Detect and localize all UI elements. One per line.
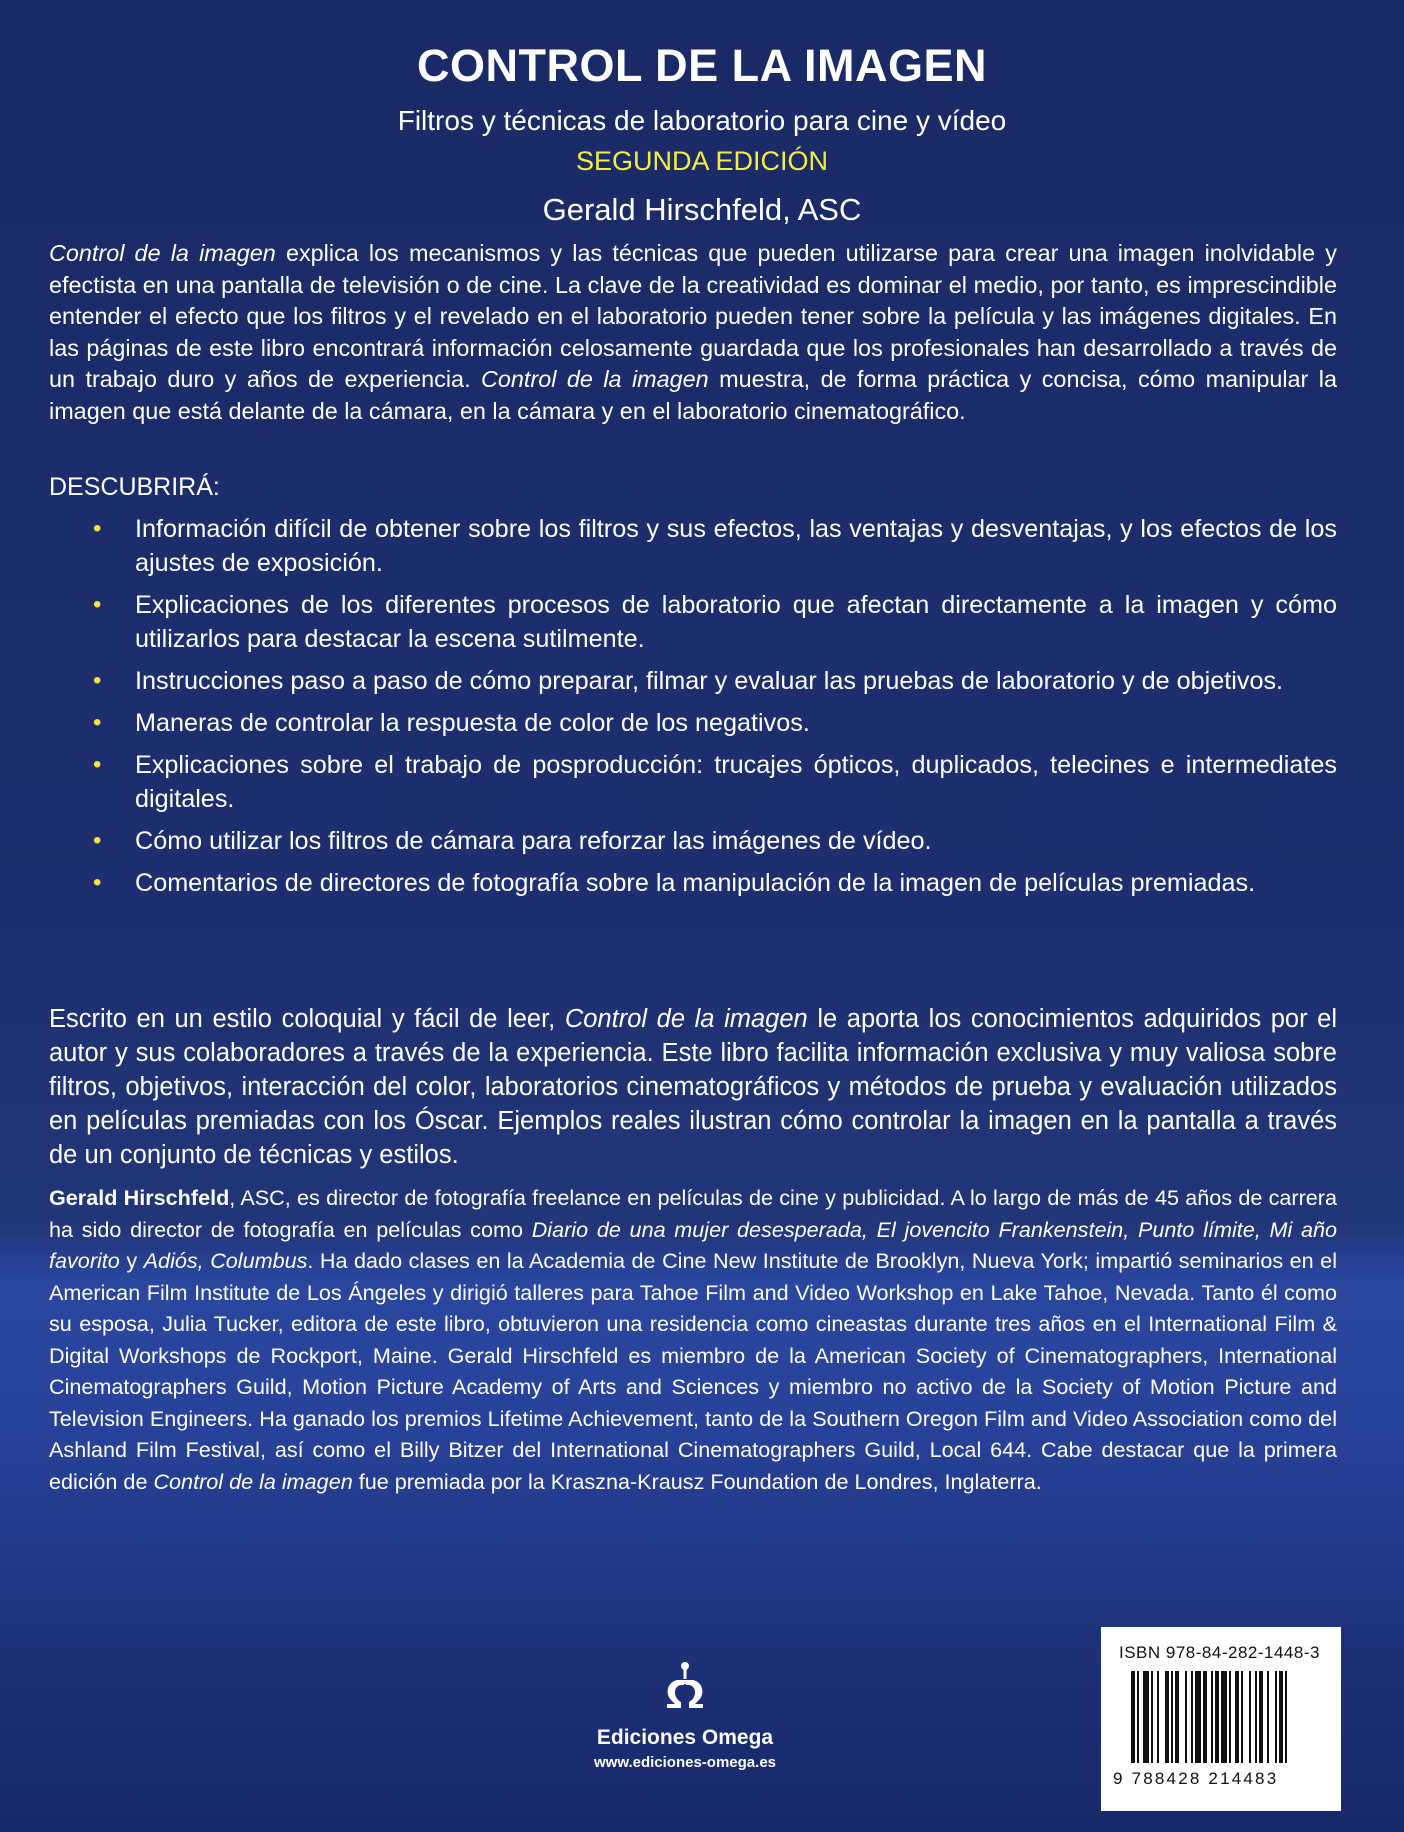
- list-item-text: Instrucciones paso a paso de cómo preparar, filmar y evaluar las pruebas de laboratorio y de objetivos.: [135, 667, 1284, 695]
- bullet-icon: •: [93, 751, 102, 778]
- publisher-url: www.ediciones-omega.es: [594, 1754, 776, 1771]
- intro-paragraph: [49, 238, 1337, 428]
- bio-text-3: fue premiada por la Kraszna-Krausz Foundation de Londres, Inglaterra.: [352, 1468, 1042, 1494]
- list-item-text: Explicaciones sobre el trabajo de posproducción: trucajes ópticos, duplicados, telecines e intermediates digitales.: [135, 751, 1337, 813]
- summary-paragraph: [49, 1002, 1337, 1172]
- omega-logo-icon: [655, 1660, 715, 1716]
- list-item: [49, 664, 1337, 698]
- isbn-label: ISBN 978-84-282-1448-3: [1119, 1643, 1320, 1662]
- book-title: CONTROL DE LA IMAGEN: [417, 40, 987, 91]
- publisher-name: Ediciones Omega: [596, 1726, 774, 1749]
- list-item: [49, 512, 1337, 580]
- intro-text-2: muestra, de forma práctica y concisa, cómo manipular la imagen que está delante de la cámara, en la cámara y en el laboratorio cinematográfico.: [49, 366, 1337, 424]
- barcode-box: [1101, 1627, 1341, 1811]
- edition-label: SEGUNDA EDICIÓN: [575, 146, 829, 176]
- barcode-icon: [1131, 1671, 1331, 1763]
- bio-book-title: Control de la imagen: [153, 1468, 353, 1494]
- intro-book-title-2: Control de la imagen: [481, 366, 709, 393]
- list-item: [49, 824, 1337, 858]
- summary-text-2: le aporta los conocimientos adquiridos por el autor y sus colaboradores a través de la experiencia. Este libro facilita información exclusiva y muy valiosa sobre filtros, objetivos, interacción del color, laboratorios cinematográficos y métodos de prueba y evaluación utilizados en películas premiadas con los Óscar. Ejemplos reales ilustran cómo controlar la imagen en la pantalla a través de un conjunto de técnicas y estilos.: [49, 1005, 1337, 1169]
- list-item-text: Comentarios de directores de fotografía sobre la manipulación de la imagen de películas premiadas.: [135, 869, 1256, 897]
- book-subtitle: Filtros y técnicas de laboratorio para cine y vídeo: [397, 105, 1007, 136]
- bio-film-last: Adiós, Columbus: [143, 1248, 308, 1273]
- header: [0, 28, 1404, 230]
- bio-author-name: Gerald Hirschfeld: [49, 1185, 230, 1210]
- bullet-icon: •: [93, 827, 102, 854]
- bullet-icon: •: [93, 591, 102, 618]
- intro-text-1: explica los mecanismos y las técnicas que pueden utilizarse para crear una imagen inolvidable y efectista en una pantalla de televisión o de cine. La clave de la creatividad es dominar el medio, por tanto, es imprescindible entender el efecto que los filtros y el revelado en el laboratorio pueden tener sobre la película y las imágenes digitales. En las páginas de este libro encontrará información celosamente guardada que los profesionales han desarrollado a través de un trabajo duro y años de experiencia.: [49, 240, 1337, 393]
- bullet-icon: •: [93, 709, 102, 736]
- summary-text-1: Escrito en un estilo coloquial y fácil de leer,: [49, 1005, 565, 1033]
- descubrira-heading: DESCUBRIRÁ:: [49, 473, 220, 501]
- feature-list: [49, 512, 1337, 908]
- publisher-block: [560, 1660, 810, 1771]
- bullet-icon: •: [93, 515, 102, 542]
- list-item: [49, 706, 1337, 740]
- list-item-text: Información difícil de obtener sobre los filtros y sus efectos, las ventajas y desventajas, y los efectos de los ajustes de exposición.: [135, 515, 1337, 577]
- list-item-text: Cómo utilizar los filtros de cámara para reforzar las imágenes de vídeo.: [135, 827, 932, 855]
- barcode-digits: 9 788428 214483: [1113, 1769, 1279, 1788]
- author-name: Gerald Hirschfeld, ASC: [542, 192, 862, 227]
- list-item: [49, 588, 1337, 656]
- bio-text-2: . Ha dado clases en la Academia de Cine New Institute de Brooklyn, Nueva York; impartió seminarios en el American Film Institute de Los Ángeles y dirigió talleres para Tahoe Film and Video Workshop en Lake Tahoe, Nevada. Tanto él como su esposa, Julia Tucker, editora de este libro, obtuvieron una residencia como cineastas durante tres años en el International Film & Digital Workshops de Rockport, Maine. Gerald Hirschfeld es miembro de la American Society of Cinematographers, International Cinematographers Guild, Motion Picture Academy of Arts and Sciences y miembro no activo de la Society of Motion Picture and Television Engineers. Ha ganado los premios Lifetime Achievement, tanto de la Southern Oregon Film and Video Association como del Ashland Film Festival, así como el Billy Bitzer del International Cinematographers Guild, Local 644. Cabe destacar que la primera edición de: [49, 1248, 1337, 1494]
- list-item-text: Explicaciones de los diferentes procesos de laboratorio que afectan directamente a la imagen y cómo utilizarlos para destacar la escena sutilmente.: [135, 591, 1337, 653]
- bullet-icon: •: [93, 869, 102, 896]
- intro-book-title: Control de la imagen: [49, 240, 276, 266]
- list-item: [49, 866, 1337, 900]
- bio-films: Diario de una mujer desesperada, El jovencito Frankenstein, Punto límite, Mi año favorito: [49, 1216, 1338, 1273]
- list-item-text: Maneras de controlar la respuesta de color de los negativos.: [135, 709, 810, 737]
- author-bio: [49, 1182, 1337, 1497]
- bullet-icon: •: [93, 667, 102, 694]
- list-item: [49, 748, 1337, 816]
- summary-book-title: Control de la imagen: [564, 1005, 808, 1033]
- bio-text-1: , ASC, es director de fotografía freelance en películas de cine y publicidad. A lo largo de más de 45 años de carrera ha sido director de fotografía en películas como: [49, 1185, 1337, 1242]
- bio-text-y: y: [119, 1248, 144, 1273]
